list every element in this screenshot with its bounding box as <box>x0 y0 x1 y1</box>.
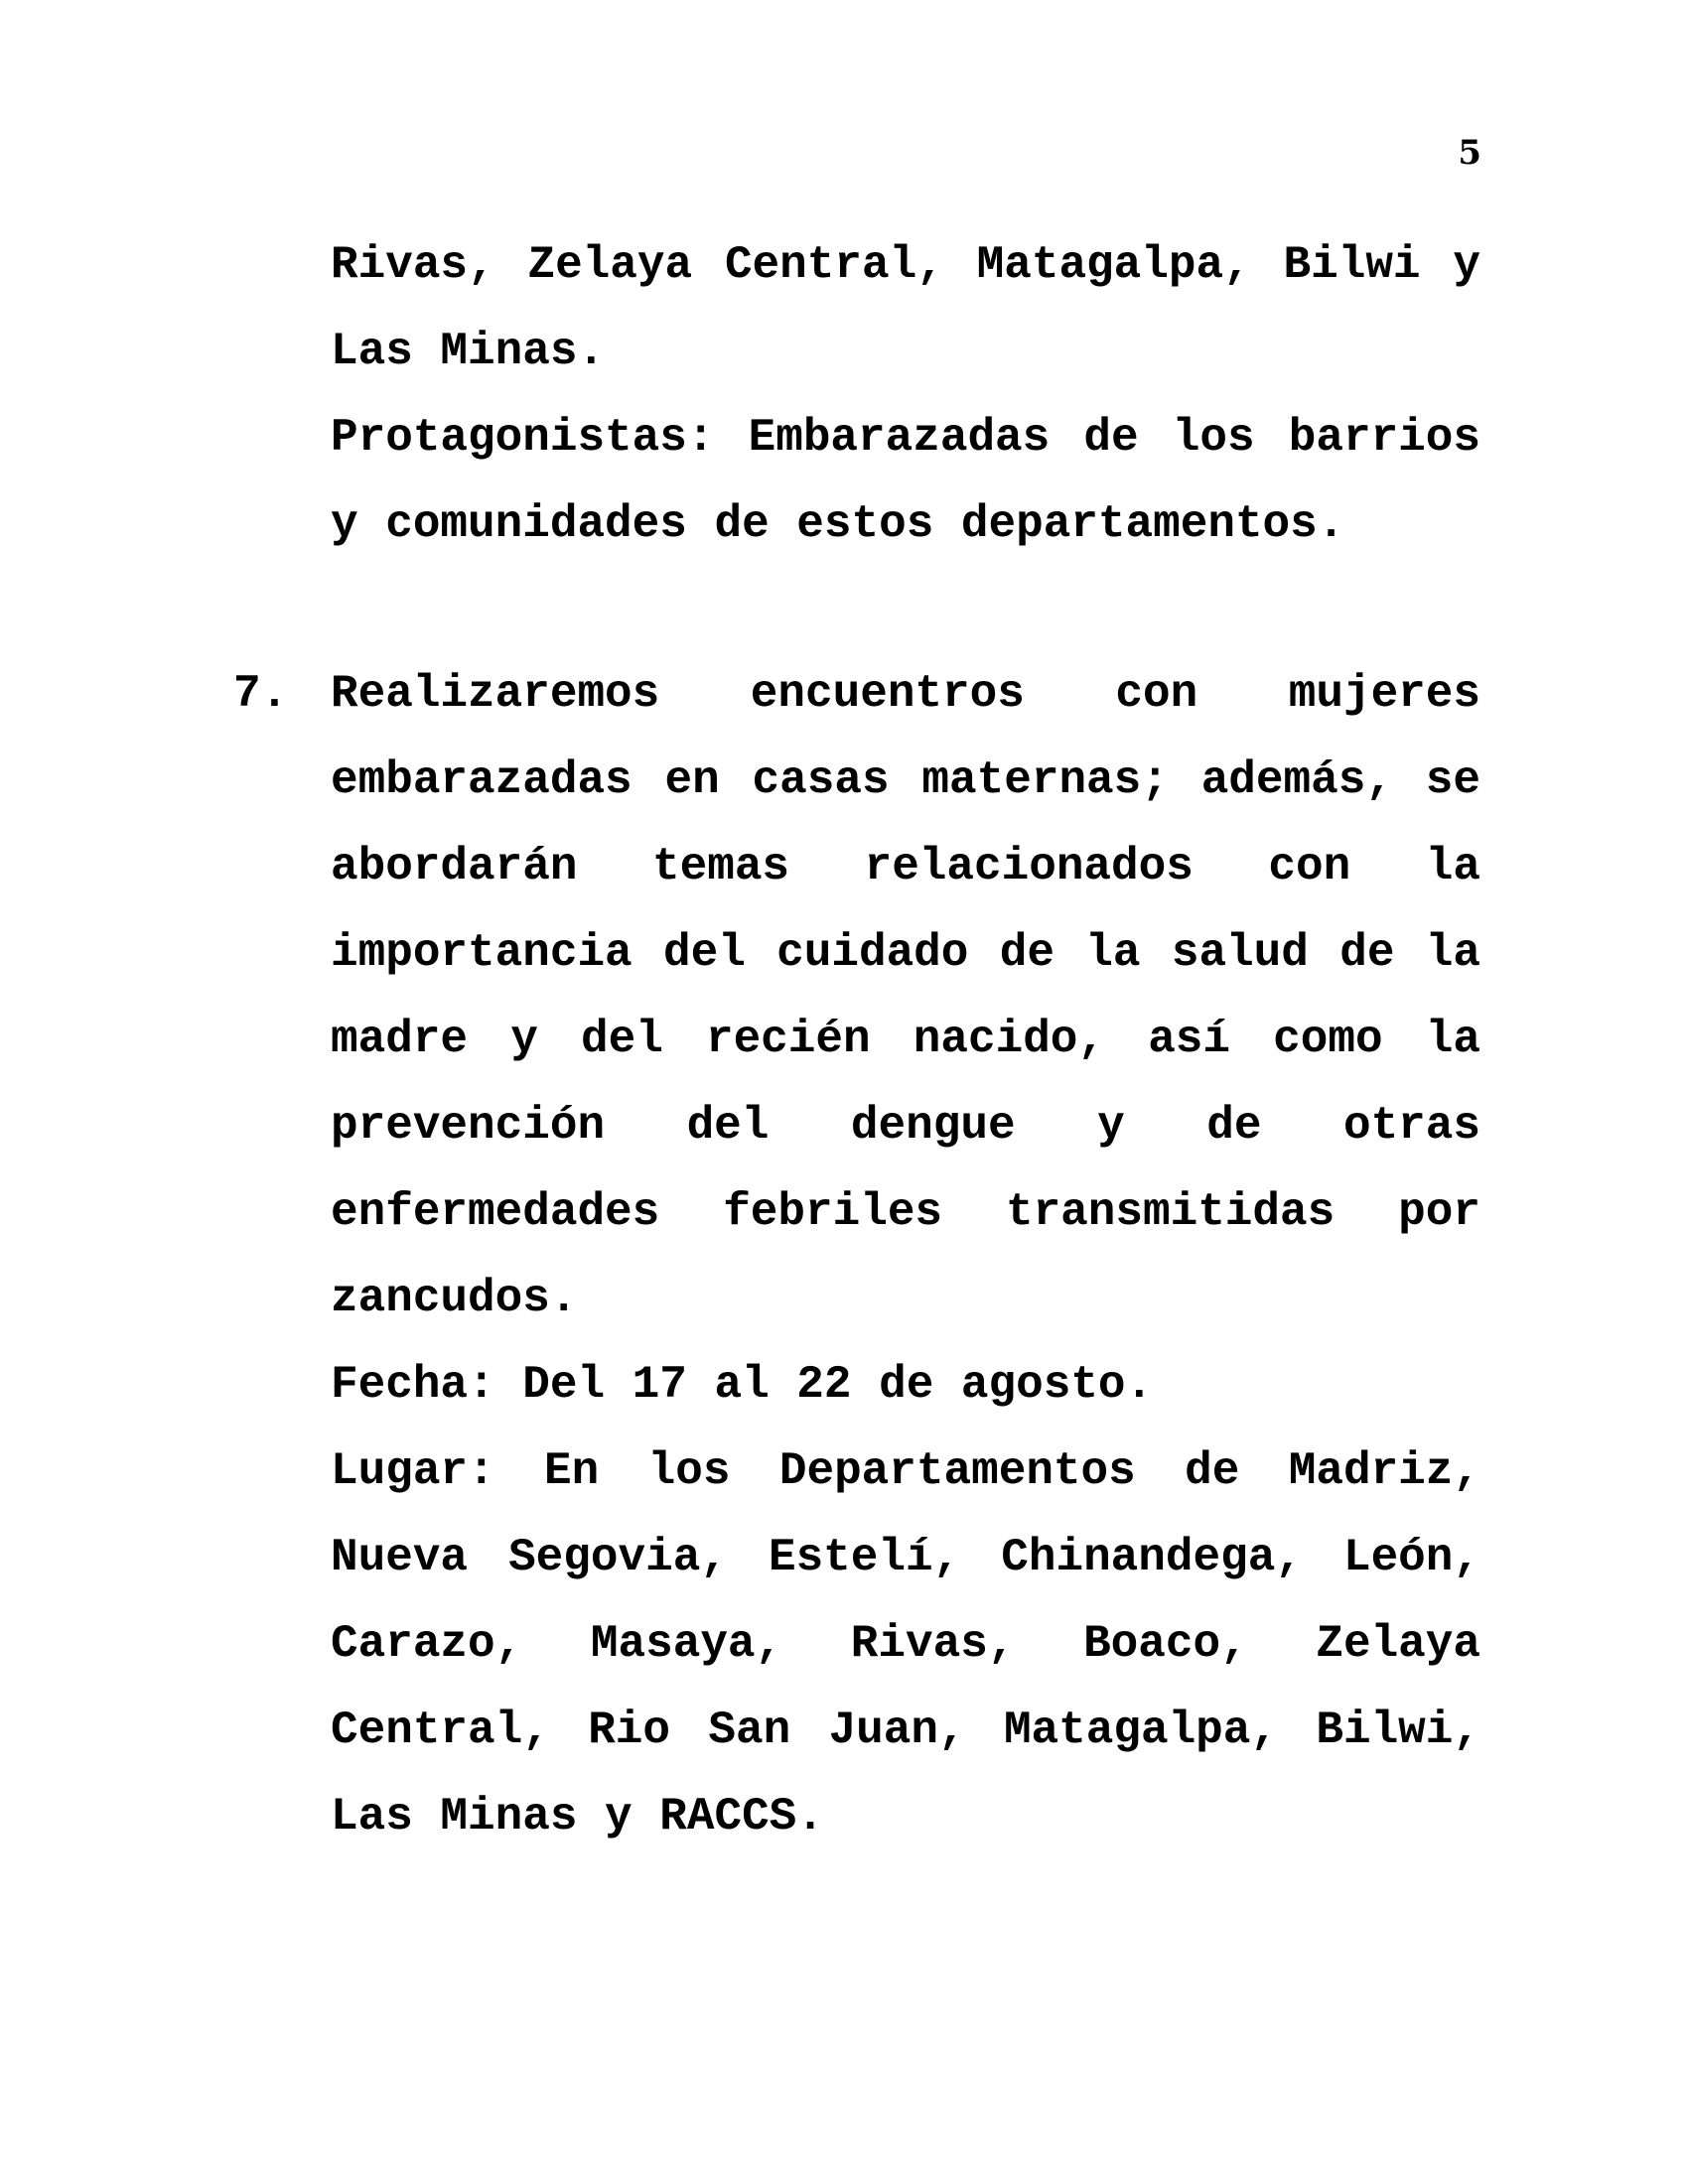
protagonistas-line: Protagonistas: Embarazadas de los barrios <box>331 412 1480 464</box>
continuation-block <box>331 222 1480 568</box>
list-item-body <box>331 651 1480 1860</box>
lugar-line: Lugar: En los Departamentos de Madriz, <box>331 1445 1480 1497</box>
lugar-line: Nueva Segovia, Estelí, Chinandega, León, <box>331 1532 1480 1583</box>
item-body-line: importancia del cuidado de la salud de la <box>331 927 1480 979</box>
item-body-line: Realizaremos encuentros con mujeres <box>331 668 1480 720</box>
protagonistas-line: y comunidades de estos departamentos. <box>331 498 1345 550</box>
lugar-line: Las Minas y RACCS. <box>331 1791 824 1843</box>
item-body-line: enfermedades febriles transmitidas por <box>331 1186 1480 1238</box>
item-body-line: zancudos. <box>331 1273 578 1324</box>
lugar-line: Central, Rio San Juan, Matagalpa, Bilwi, <box>331 1705 1480 1756</box>
item-body-line: madre y del recién nacido, así como la <box>331 1014 1480 1065</box>
list-item-number: 7. <box>233 668 289 720</box>
continuation-line: Las Minas. <box>331 326 606 377</box>
fecha-line: Fecha: Del 17 al 22 de agosto. <box>331 1359 1154 1411</box>
page-number: 5 <box>1458 133 1481 173</box>
continuation-line: Rivas, Zelaya Central, Matagalpa, Bilwi y <box>331 239 1480 291</box>
lugar-line: Carazo, Masaya, Rivas, Boaco, Zelaya <box>331 1618 1480 1670</box>
item-body-line: prevención del dengue y de otras <box>331 1100 1480 1152</box>
item-body-line: abordarán temas relacionados con la <box>331 841 1480 892</box>
item-body-line: embarazadas en casas maternas; además, se <box>331 754 1480 806</box>
